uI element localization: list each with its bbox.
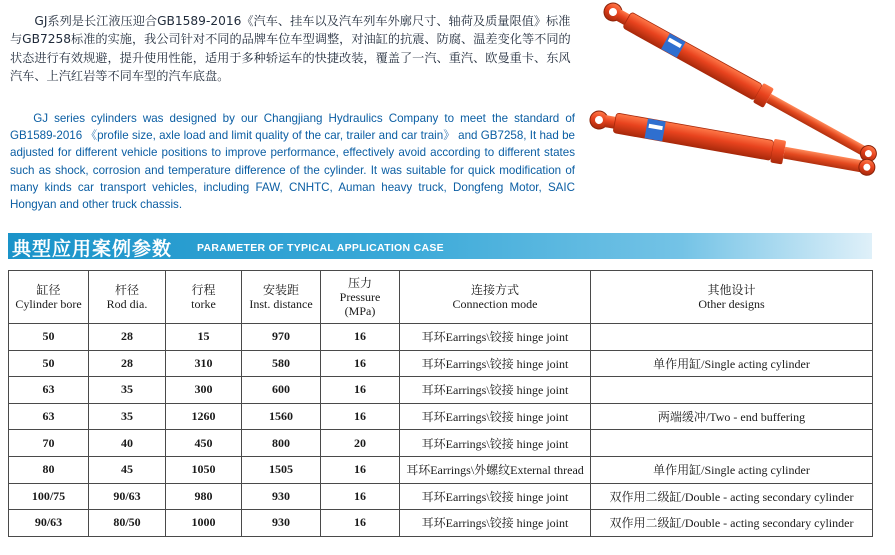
cell-pressure: 16 [321,510,400,537]
cell-pressure: 16 [321,377,400,404]
cell-other [591,430,873,457]
cell-pressure: 16 [321,483,400,510]
cell-other [591,324,873,351]
table-row [9,510,873,537]
cell-rod: 28 [89,350,166,377]
cell-other: 单作用缸/Single acting cylinder [591,456,873,483]
section-header-bar [8,233,872,259]
intro-chinese [10,12,575,85]
cell-connection: 耳环Earrings\铰接 hinge joint [400,510,591,537]
table-row [9,403,873,430]
intro-english-text: GJ series cylinders was designed by our Changjiang Hydraulics Company to meet the standard of GB1589-2016 《profile size, axle load and limit quality of the car, trailer and car train》 and GB7258, It had be adjusted for different vehicle positions to improve performance, effectively avoid according to different states such as shock, corrosion and temperature difference of the cylinder. It was suitable for quick modification of many kinds car transport vehicles, including FAW, CNHTC, Auman heavy truck, Dongfeng Motor, SAIC Hongyan and other truck chassis. [10,112,575,212]
cell-pressure: 16 [321,456,400,483]
cell-rod: 28 [89,324,166,351]
cell-distance: 1505 [242,456,321,483]
lower-cylinder [588,107,877,181]
cell-stroke: 450 [166,430,242,457]
cell-rod: 90/63 [89,483,166,510]
cell-pressure: 16 [321,350,400,377]
cell-rod: 35 [89,403,166,430]
cell-other: 单作用缸/Single acting cylinder [591,350,873,377]
cell-distance: 800 [242,430,321,457]
cell-stroke: 1000 [166,510,242,537]
table-row [9,456,873,483]
intro-english [10,110,575,213]
cell-bore: 90/63 [9,510,89,537]
cell-bore: 70 [9,430,89,457]
cell-connection: 耳环Earrings\铰接 hinge joint [400,403,591,430]
table-body [9,324,873,537]
table-row [9,430,873,457]
header-inst-distance: 安装距 Inst. distance [242,271,321,324]
table-header-row [9,271,873,324]
cell-other: 两端缓冲/Two - end buffering [591,403,873,430]
cell-rod: 35 [89,377,166,404]
header-pressure: 压力 Pressure (MPa) [321,271,400,324]
cell-connection: 耳环Earrings\铰接 hinge joint [400,430,591,457]
cell-rod: 45 [89,456,166,483]
cell-distance: 580 [242,350,321,377]
cell-rod: 40 [89,430,166,457]
cell-distance: 930 [242,510,321,537]
cell-stroke: 15 [166,324,242,351]
cell-distance: 970 [242,324,321,351]
cell-bore: 63 [9,403,89,430]
cell-other [591,377,873,404]
cell-bore: 80 [9,456,89,483]
header-other-designs: 其他设计 Other designs [591,271,873,324]
header-stroke: 行程 torke [166,271,242,324]
header-connection-mode: 连接方式 Connection mode [400,271,591,324]
cell-other: 双作用二级缸/Double - acting secondary cylinder [591,483,873,510]
cell-stroke: 300 [166,377,242,404]
section-title-english: PARAMETER OF TYPICAL APPLICATION CASE [197,242,444,254]
header-rod-dia: 杆径 Rod dia. [89,271,166,324]
cell-stroke: 310 [166,350,242,377]
table-row [9,350,873,377]
cell-bore: 50 [9,350,89,377]
cell-stroke: 980 [166,483,242,510]
table-row [9,483,873,510]
cell-bore: 50 [9,324,89,351]
cell-connection: 耳环Earrings\铰接 hinge joint [400,377,591,404]
cell-distance: 600 [242,377,321,404]
cell-pressure: 16 [321,403,400,430]
cell-stroke: 1260 [166,403,242,430]
cell-bore: 100/75 [9,483,89,510]
parameter-table [8,270,873,537]
cell-connection: 耳环Earrings\铰接 hinge joint [400,483,591,510]
cell-other: 双作用二级缸/Double - acting secondary cylinder [591,510,873,537]
cell-rod: 80/50 [89,510,166,537]
section-title-chinese: 典型应用案例参数 [12,238,173,260]
table-row [9,377,873,404]
cell-connection: 耳环Earrings\铰接 hinge joint [400,324,591,351]
cell-connection: 耳环Earrings\铰接 hinge joint [400,350,591,377]
table-row [9,324,873,351]
header-cylinder-bore: 缸径 Cylinder bore [9,271,89,324]
cell-bore: 63 [9,377,89,404]
cell-distance: 930 [242,483,321,510]
hydraulic-cylinder-image [585,2,890,184]
intro-chinese-text: GJ系列是长江液压迎合GB1589-2016《汽车、挂车以及汽车列车外廓尺寸、轴荷及质量限值》标准与GB7258标准的实施，我公司针对不同的品牌车位车型调整，对油缸的抗震、防腐、温差变化等不同的状态进行有效规避，提升使用性能，适用于多种轿运车的快捷改装，覆盖了一汽、重汽、欧曼重卡、东风汽车、上汽红岩等不同车型的汽车底盘。 [10,14,571,83]
cell-pressure: 16 [321,324,400,351]
cell-connection: 耳环Earrings\外螺纹External thread [400,456,591,483]
cell-stroke: 1050 [166,456,242,483]
cell-distance: 1560 [242,403,321,430]
cell-pressure: 20 [321,430,400,457]
